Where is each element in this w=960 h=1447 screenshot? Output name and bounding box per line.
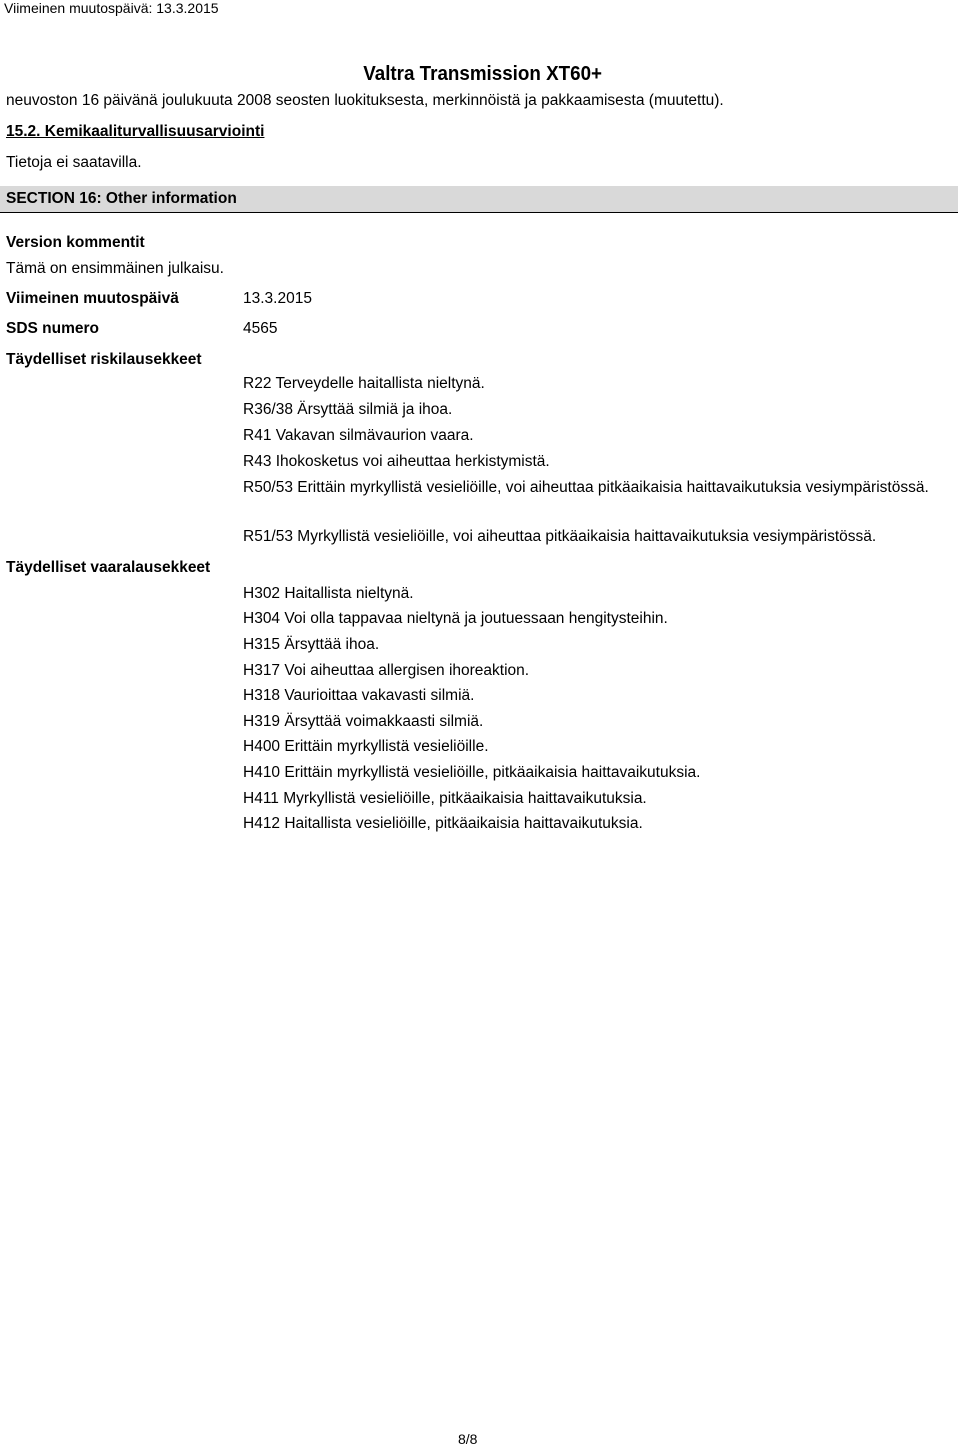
revision-date-header: Viimeinen muutospäivä: 13.3.2015 <box>4 0 219 16</box>
section-15-2-text: Tietoja ei saatavilla. <box>6 154 142 171</box>
risk-phrase: R43 Ihokosketus voi aiheuttaa herkistymistä. <box>243 453 550 470</box>
hazard-statement: H410 Erittäin myrkyllistä vesieliöille, pitkäaikaisia haittavaikutuksia. <box>243 764 701 781</box>
section-15-2-heading: 15.2. Kemikaaliturvallisuusarviointi <box>6 123 265 140</box>
hazard-statement: H315 Ärsyttää ihoa. <box>243 636 380 653</box>
hazard-statement: H318 Vaurioittaa vakavasti silmiä. <box>243 687 475 704</box>
sds-number-value: 4565 <box>243 320 278 337</box>
hazard-statement: H400 Erittäin myrkyllistä vesieliöille. <box>243 738 489 755</box>
version-comments-text: Tämä on ensimmäinen julkaisu. <box>6 260 224 277</box>
risk-phrase: R36/38 Ärsyttää silmiä ja ihoa. <box>243 401 453 418</box>
hazard-statement: H411 Myrkyllistä vesieliöille, pitkäaikaisia haittavaikutuksia. <box>243 790 647 807</box>
hazard-statement: H304 Voi olla tappavaa nieltynä ja joutuessaan hengitysteihin. <box>243 610 668 627</box>
hazard-statement: H302 Haitallista nieltynä. <box>243 585 414 602</box>
sds-number-label: SDS numero <box>6 320 100 337</box>
section-16-heading: SECTION 16: Other information <box>6 190 237 207</box>
hazard-statement: H412 Haitallista vesieliöille, pitkäaikaisia haittavaikutuksia. <box>243 815 643 832</box>
last-revision-label: Viimeinen muutospäivä <box>6 290 179 307</box>
hazard-statement: H317 Voi aiheuttaa allergisen ihoreaktion. <box>243 662 530 679</box>
hazard-statements-label: Täydelliset vaaralausekkeet <box>6 559 211 576</box>
product-title: Valtra Transmission XT60+ <box>363 63 602 85</box>
risk-phrase: R41 Vakavan silmävaurion vaara. <box>243 427 474 444</box>
section-16-bar <box>0 186 958 213</box>
risk-phrase: R22 Terveydelle haitallista nieltynä. <box>243 375 485 392</box>
continuation-text: neuvoston 16 päivänä joulukuuta 2008 seosten luokituksesta, merkinnöistä ja pakkaamisesta (muutettu). <box>6 92 724 109</box>
version-comments-label: Version kommentit <box>6 234 145 251</box>
risk-phrases-label: Täydelliset riskilausekkeet <box>6 351 202 368</box>
hazard-statement: H319 Ärsyttää voimakkaasti silmiä. <box>243 713 484 730</box>
last-revision-value: 13.3.2015 <box>243 290 312 307</box>
page-number: 8/8 <box>458 1431 478 1447</box>
risk-phrase: R51/53 Myrkyllistä vesieliöille, voi aiheuttaa pitkäaikaisia haittavaikutuksia vesiympäristössä. <box>243 528 877 545</box>
risk-phrase: R50/53 Erittäin myrkyllistä vesieliöille, voi aiheuttaa pitkäaikaisia haittavaikutuksia vesiympäristössä. <box>243 479 929 496</box>
